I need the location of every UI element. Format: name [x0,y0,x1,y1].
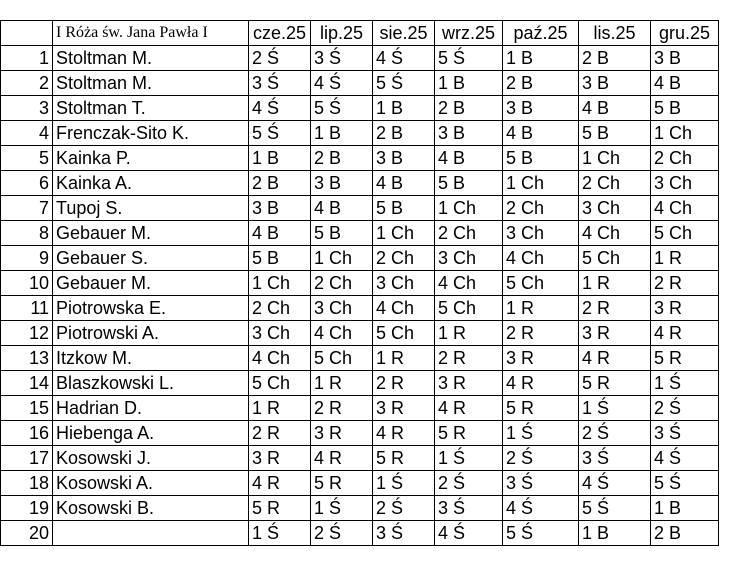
month-header-cell[interactable]: gru.25 [651,21,719,46]
mystery-assignment-cell[interactable]: 1 Ch [311,246,373,271]
mystery-assignment-cell[interactable]: 1 Ch [373,221,435,246]
header-row [1,21,719,46]
table-title-cell[interactable]: I Róża św. Jana Pawła I [53,21,249,46]
mystery-assignment-cell[interactable]: 2 R [503,321,579,346]
mystery-assignment-cell[interactable]: 2 Ś [651,396,719,421]
mystery-assignment-cell[interactable]: 3 Ś [311,46,373,71]
mystery-assignment-cell[interactable]: 2 B [435,96,503,121]
member-name-cell[interactable]: Kosowski B. [53,496,249,521]
mystery-assignment-cell[interactable]: 2 B [579,46,651,71]
mystery-assignment-cell[interactable]: 1 Ch [435,196,503,221]
table-row [1,396,719,421]
mystery-assignment-cell[interactable]: 2 B [503,71,579,96]
mystery-assignment-cell[interactable]: 4 Ch [651,196,719,221]
mystery-assignment-cell[interactable]: 4 B [373,171,435,196]
month-header-cell[interactable]: cze.25 [249,21,311,46]
table-row [1,171,719,196]
mystery-assignment-cell[interactable]: 2 Ch [373,246,435,271]
mystery-assignment-cell[interactable]: 2 Ś [373,496,435,521]
mystery-assignment-cell[interactable]: 5 R [373,446,435,471]
mystery-assignment-cell[interactable]: 1 R [373,346,435,371]
month-header-cell[interactable]: lip.25 [311,21,373,46]
member-name-cell[interactable]: Kosowski J. [53,446,249,471]
mystery-assignment-cell[interactable]: 1 Ś [435,446,503,471]
month-header-cell[interactable]: paź.25 [503,21,579,46]
row-number-cell[interactable]: 14 [1,371,53,396]
mystery-assignment-cell[interactable]: 1 B [503,46,579,71]
row-number-cell[interactable]: 13 [1,346,53,371]
row-number-cell[interactable]: 18 [1,471,53,496]
mystery-assignment-cell[interactable]: 4 Ś [311,71,373,96]
mystery-assignment-cell[interactable]: 3 R [373,396,435,421]
mystery-assignment-cell[interactable]: 3 R [503,346,579,371]
mystery-assignment-cell[interactable]: 3 B [249,196,311,221]
mystery-assignment-cell[interactable]: 1 Ś [503,421,579,446]
mystery-assignment-cell[interactable]: 2 Ś [249,46,311,71]
mystery-assignment-cell[interactable]: 3 Ś [249,71,311,96]
mystery-assignment-cell[interactable]: 1 B [373,96,435,121]
mystery-assignment-cell[interactable]: 2 Ch [503,196,579,221]
mystery-assignment-cell[interactable]: 4 R [435,396,503,421]
mystery-assignment-cell[interactable]: 3 Ch [579,196,651,221]
table-row [1,46,719,71]
mystery-assignment-cell[interactable]: 3 B [651,46,719,71]
mystery-assignment-cell[interactable]: 1 R [503,296,579,321]
row-number-cell[interactable]: 19 [1,496,53,521]
mystery-assignment-cell[interactable]: 3 Ś [373,521,435,546]
member-name-cell[interactable]: Itzkow M. [53,346,249,371]
mystery-assignment-cell[interactable]: 3 R [435,371,503,396]
mystery-assignment-cell[interactable]: 2 Ch [579,171,651,196]
row-number-cell[interactable]: 8 [1,221,53,246]
mystery-assignment-cell[interactable]: 5 Ch [435,296,503,321]
row-number-cell[interactable]: 11 [1,296,53,321]
mystery-assignment-cell[interactable]: 2 B [249,171,311,196]
mystery-assignment-cell[interactable]: 4 Ch [311,321,373,346]
row-number-cell[interactable]: 10 [1,271,53,296]
mystery-assignment-cell[interactable]: 3 R [249,446,311,471]
mystery-assignment-cell[interactable]: 5 Ch [579,246,651,271]
mystery-assignment-cell[interactable]: 2 Ch [651,146,719,171]
member-name-cell[interactable]: Kainka A. [53,171,249,196]
mystery-assignment-cell[interactable]: 3 Ś [503,471,579,496]
mystery-assignment-cell[interactable]: 5 R [579,371,651,396]
mystery-assignment-cell[interactable]: 5 R [435,421,503,446]
mystery-assignment-cell[interactable]: 5 B [373,196,435,221]
mystery-assignment-cell[interactable]: 1 Ch [249,271,311,296]
mystery-assignment-cell[interactable]: 2 R [249,421,311,446]
mystery-assignment-cell[interactable]: 1 R [435,321,503,346]
member-name-cell[interactable]: Hadrian D. [53,396,249,421]
table-row [1,271,719,296]
mystery-assignment-cell[interactable]: 1 B [651,496,719,521]
member-name-cell[interactable]: Stoltman M. [53,46,249,71]
mystery-assignment-cell[interactable]: 5 Ś [651,471,719,496]
table-row [1,496,719,521]
mystery-assignment-cell[interactable]: 4 B [435,146,503,171]
mystery-assignment-cell[interactable]: 2 Ś [311,521,373,546]
month-header-cell[interactable]: wrz.25 [435,21,503,46]
member-name-cell[interactable] [53,521,249,546]
row-number-cell[interactable]: 15 [1,396,53,421]
mystery-assignment-cell[interactable]: 1 R [579,271,651,296]
mystery-assignment-cell[interactable]: 2 Ch [435,221,503,246]
mystery-assignment-cell[interactable]: 5 Ch [249,371,311,396]
mystery-assignment-cell[interactable]: 1 Ś [249,521,311,546]
mystery-assignment-cell[interactable]: 3 Ś [579,446,651,471]
mystery-assignment-cell[interactable]: 1 Ch [651,121,719,146]
mystery-assignment-cell[interactable]: 2 R [579,296,651,321]
mystery-assignment-cell[interactable]: 5 R [503,396,579,421]
mystery-assignment-cell[interactable]: 5 R [651,346,719,371]
member-name-cell[interactable]: Kainka P. [53,146,249,171]
row-number-cell[interactable]: 5 [1,146,53,171]
table-row [1,146,719,171]
mystery-assignment-cell[interactable]: 3 Ch [503,221,579,246]
row-number-cell[interactable]: 4 [1,121,53,146]
table-row [1,421,719,446]
mystery-assignment-cell[interactable]: 3 R [579,321,651,346]
mystery-assignment-cell[interactable]: 1 R [311,371,373,396]
member-name-cell[interactable]: Tupoj S. [53,196,249,221]
mystery-assignment-cell[interactable]: 2 R [311,396,373,421]
row-number-cell[interactable]: 2 [1,71,53,96]
mystery-assignment-cell[interactable]: 2 Ch [311,271,373,296]
mystery-assignment-cell[interactable]: 3 Ch [249,321,311,346]
table-row [1,371,719,396]
row-number-cell[interactable]: 3 [1,96,53,121]
mystery-assignment-cell[interactable]: 1 Ś [311,496,373,521]
mystery-assignment-cell[interactable]: 1 R [249,396,311,421]
mystery-assignment-cell[interactable]: 1 R [651,246,719,271]
mystery-assignment-cell[interactable]: 2 Ch [249,296,311,321]
mystery-assignment-cell[interactable]: 4 Ś [651,446,719,471]
mystery-assignment-cell[interactable]: 4 Ś [435,521,503,546]
mystery-assignment-cell[interactable]: 1 B [579,521,651,546]
mystery-assignment-cell[interactable]: 5 Ch [311,346,373,371]
table-row [1,521,719,546]
row-number-cell[interactable]: 12 [1,321,53,346]
table-row [1,321,719,346]
mystery-assignment-cell[interactable]: 2 B [311,146,373,171]
mystery-assignment-cell[interactable]: 5 B [503,146,579,171]
mystery-assignment-cell[interactable]: 4 B [311,196,373,221]
rosary-schedule-table [0,20,719,546]
mystery-assignment-cell[interactable]: 5 B [435,171,503,196]
mystery-assignment-cell[interactable]: 1 B [311,121,373,146]
mystery-assignment-cell[interactable]: 2 R [651,271,719,296]
mystery-assignment-cell[interactable]: 5 R [311,471,373,496]
mystery-assignment-cell[interactable]: 2 R [435,346,503,371]
mystery-assignment-cell[interactable]: 3 Ch [651,171,719,196]
mystery-assignment-cell[interactable]: 4 Ch [373,296,435,321]
mystery-assignment-cell[interactable]: 5 Ś [503,521,579,546]
member-name-cell[interactable]: Frenczak-Sito K. [53,121,249,146]
table-body [1,46,719,546]
mystery-assignment-cell[interactable]: 4 B [503,121,579,146]
table-row [1,96,719,121]
mystery-assignment-cell[interactable]: 2 R [373,371,435,396]
mystery-assignment-cell[interactable]: 3 B [579,71,651,96]
row-number-cell[interactable]: 9 [1,246,53,271]
mystery-assignment-cell[interactable]: 1 Ś [651,371,719,396]
table-row [1,446,719,471]
mystery-assignment-cell[interactable]: 3 B [373,146,435,171]
mystery-assignment-cell[interactable]: 4 Ch [435,271,503,296]
mystery-assignment-cell[interactable]: 3 Ch [373,271,435,296]
mystery-assignment-cell[interactable]: 4 B [249,221,311,246]
mystery-assignment-cell[interactable]: 3 R [311,421,373,446]
mystery-assignment-cell[interactable]: 3 B [435,121,503,146]
mystery-assignment-cell[interactable]: 5 Ś [249,121,311,146]
mystery-assignment-cell[interactable]: 5 Ch [503,271,579,296]
row-number-cell[interactable]: 20 [1,521,53,546]
mystery-assignment-cell[interactable]: 4 Ś [249,96,311,121]
mystery-assignment-cell[interactable]: 5 Ś [579,496,651,521]
mystery-assignment-cell[interactable]: 2 Ś [503,446,579,471]
mystery-assignment-cell[interactable]: 4 R [311,446,373,471]
member-name-cell[interactable]: Kosowski A. [53,471,249,496]
mystery-assignment-cell[interactable]: 3 B [311,171,373,196]
row-number-cell[interactable]: 6 [1,171,53,196]
member-name-cell[interactable]: Piotrowski A. [53,321,249,346]
member-name-cell[interactable]: Stoltman T. [53,96,249,121]
mystery-assignment-cell[interactable]: 4 Ch [503,246,579,271]
mystery-assignment-cell[interactable]: 2 Ś [435,471,503,496]
mystery-assignment-cell[interactable]: 5 Ch [373,321,435,346]
mystery-assignment-cell[interactable]: 2 B [373,121,435,146]
mystery-assignment-cell[interactable]: 3 B [503,96,579,121]
mystery-assignment-cell[interactable]: 5 Ch [651,221,719,246]
mystery-assignment-cell[interactable]: 4 R [503,371,579,396]
table-row [1,246,719,271]
mystery-assignment-cell[interactable]: 3 Ch [435,246,503,271]
mystery-assignment-cell[interactable]: 4 Ś [503,496,579,521]
row-number-cell[interactable]: 1 [1,46,53,71]
table-row [1,196,719,221]
mystery-assignment-cell[interactable]: 1 Ch [503,171,579,196]
member-name-cell[interactable]: Gebauer M. [53,221,249,246]
mystery-assignment-cell[interactable]: 3 Ch [311,296,373,321]
mystery-assignment-cell[interactable]: 5 Ś [373,71,435,96]
member-name-cell[interactable]: Piotrowska E. [53,296,249,321]
month-header-cell[interactable]: lis.25 [579,21,651,46]
mystery-assignment-cell[interactable]: 4 B [579,96,651,121]
mystery-assignment-cell[interactable]: 4 R [373,421,435,446]
table-row [1,346,719,371]
mystery-assignment-cell[interactable]: 1 Ś [373,471,435,496]
table-row [1,471,719,496]
mystery-assignment-cell[interactable]: 5 R [249,496,311,521]
corner-cell[interactable] [1,21,53,46]
row-number-cell[interactable]: 7 [1,196,53,221]
row-number-cell[interactable]: 17 [1,446,53,471]
mystery-assignment-cell[interactable]: 3 Ś [651,421,719,446]
top-margin [0,0,739,20]
mystery-assignment-cell[interactable]: 5 B [311,221,373,246]
member-name-cell[interactable]: Blaszkowski L. [53,371,249,396]
mystery-assignment-cell[interactable]: 4 R [249,471,311,496]
mystery-assignment-cell[interactable]: 3 R [651,296,719,321]
member-name-cell[interactable]: Gebauer M. [53,271,249,296]
member-name-cell[interactable]: Stoltman M. [53,71,249,96]
month-header-cell[interactable]: sie.25 [373,21,435,46]
table-row [1,296,719,321]
mystery-assignment-cell[interactable]: 5 B [249,246,311,271]
row-number-cell[interactable]: 16 [1,421,53,446]
mystery-assignment-cell[interactable]: 4 Ch [579,221,651,246]
mystery-assignment-cell[interactable]: 1 Ś [579,396,651,421]
mystery-assignment-cell[interactable]: 5 Ś [311,96,373,121]
mystery-assignment-cell[interactable]: 5 B [651,96,719,121]
table-row [1,121,719,146]
mystery-assignment-cell[interactable]: 4 Ś [373,46,435,71]
mystery-assignment-cell[interactable]: 4 R [651,321,719,346]
table-row [1,221,719,246]
mystery-assignment-cell[interactable]: 4 B [651,71,719,96]
mystery-assignment-cell[interactable]: 5 B [579,121,651,146]
mystery-assignment-cell[interactable]: 1 Ch [579,146,651,171]
table-row [1,71,719,96]
mystery-assignment-cell[interactable]: 3 Ś [435,496,503,521]
mystery-assignment-cell[interactable]: 4 Ś [579,471,651,496]
mystery-assignment-cell[interactable]: 1 B [249,146,311,171]
member-name-cell[interactable]: Hiebenga A. [53,421,249,446]
mystery-assignment-cell[interactable]: 4 Ch [249,346,311,371]
mystery-assignment-cell[interactable]: 2 Ś [579,421,651,446]
mystery-assignment-cell[interactable]: 2 B [651,521,719,546]
mystery-assignment-cell[interactable]: 4 R [579,346,651,371]
mystery-assignment-cell[interactable]: 1 B [435,71,503,96]
mystery-assignment-cell[interactable]: 5 Ś [435,46,503,71]
member-name-cell[interactable]: Gebauer S. [53,246,249,271]
